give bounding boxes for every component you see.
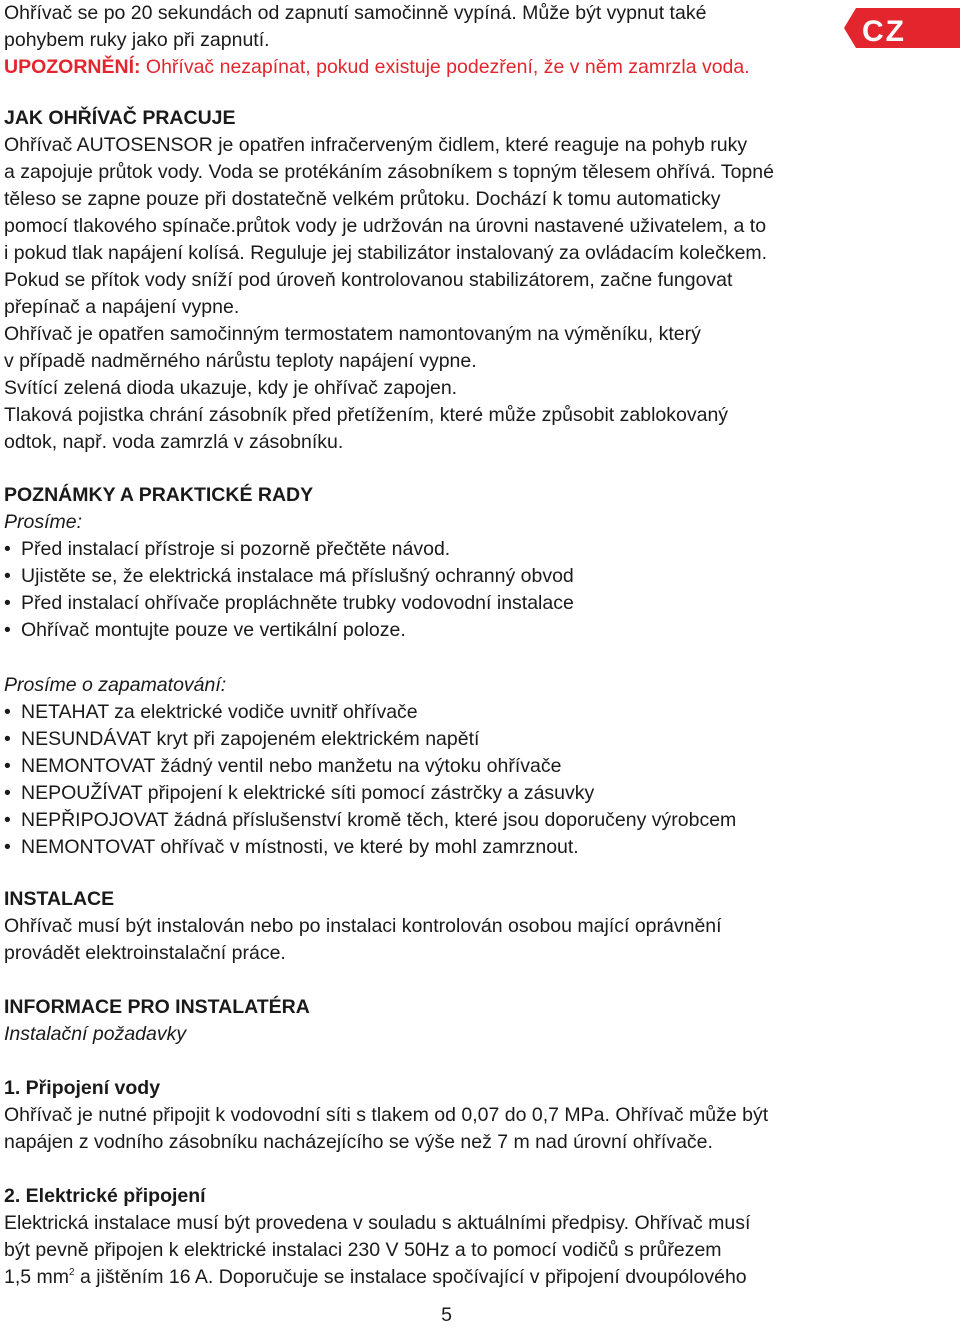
body-line: Ohřívač musí být instalován nebo po instalaci kontrolován osobou mající oprávnění bbox=[4, 915, 722, 937]
subheading: Instalační požadavky bbox=[4, 1023, 187, 1045]
list-item: • NETAHAT za elektrické vodiče uvnitř ohřívače bbox=[4, 699, 904, 726]
list-item: • NESUNDÁVAT kryt při zapojeném elektrickém napětí bbox=[4, 726, 904, 753]
body-line: Ohřívač je opatřen samočinným termostatem namontovaným na výměníku, který bbox=[4, 323, 701, 345]
body-line: provádět elektroinstalační práce. bbox=[4, 942, 286, 964]
how-it-works-section bbox=[4, 105, 904, 456]
electric-connection-section bbox=[4, 1183, 904, 1291]
body-line: i pokud tlak napájení kolísá. Reguluje jej stabilizátor instalovaný za ovládacím kolečkem. bbox=[4, 242, 768, 264]
remember-section bbox=[4, 672, 904, 861]
subheading: Prosíme: bbox=[4, 511, 83, 533]
body-line: být pevně připojen k elektrické instalaci 230 V 50Hz a to pomocí vodičů s průřezem bbox=[4, 1239, 722, 1261]
body-text: a jištěním 16 A. Doporučuje se instalace spočívající v připojení dvoupólového bbox=[74, 1266, 747, 1288]
body-line: a zapojuje průtok vody. Voda se protékáním zásobníkem s topným tělesem ohřívá. Topné bbox=[4, 161, 774, 183]
body-line: Elektrická instalace musí být provedena v souladu s aktuálními předpisy. Ohřívač musí bbox=[4, 1212, 751, 1234]
section-heading: JAK OHŘÍVAČ PRACUJE bbox=[4, 107, 236, 129]
notes-section bbox=[4, 482, 904, 644]
badge-label: CZ bbox=[862, 15, 906, 48]
intro-line: Ohřívač se po 20 sekundách od zapnutí samočinně vypíná. Může být vypnut také bbox=[4, 2, 707, 24]
list-item: • NEPŘIPOJOVAT žádná příslušenství kromě těch, které jsou doporučeny výrobcem bbox=[4, 807, 904, 834]
list-item: • NEMONTOVAT žádný ventil nebo manžetu na výtoku ohřívače bbox=[4, 753, 904, 780]
please-list bbox=[4, 536, 904, 644]
body-line: Svítící zelená dioda ukazuje, kdy je ohřívač zapojen. bbox=[4, 377, 458, 399]
page-number: 5 bbox=[441, 1304, 452, 1326]
body-line: Ohřívač je nutné připojit k vodovodní síti s tlakem od 0,07 do 0,7 MPa. Ohřívač může být bbox=[4, 1104, 769, 1126]
body-line: těleso se zapne pouze při dostatečně velkém průtoku. Dochází k tomu automaticky bbox=[4, 188, 721, 210]
section-heading: 2. Elektrické připojení bbox=[4, 1185, 206, 1207]
superscript: 2 bbox=[69, 1267, 75, 1278]
section-heading: INFORMACE PRO INSTALATÉRA bbox=[4, 996, 310, 1018]
body-line: odtok, např. voda zamrzlá v zásobníku. bbox=[4, 431, 344, 453]
list-item: • Před instalací ohřívače propláchněte trubky vodovodní instalace bbox=[4, 590, 904, 617]
body-line: Ohřívač AUTOSENSOR je opatřen infračerveným čidlem, které reaguje na pohyb ruky bbox=[4, 134, 748, 156]
list-item: • Ujistěte se, že elektrická instalace má příslušný ochranný obvod bbox=[4, 563, 904, 590]
body-line: přepínač a napájení vypne. bbox=[4, 296, 240, 318]
section-heading: POZNÁMKY A PRAKTICKÉ RADY bbox=[4, 484, 314, 506]
body-line: v případě nadměrného nárůstu teploty napájení vypne. bbox=[4, 350, 477, 372]
warning-text: Ohřívač nezapínat, pokud existuje podezření, že v něm zamrzla voda. bbox=[140, 56, 750, 78]
list-item: • NEPOUŽÍVAT připojení k elektrické síti pomocí zástrčky a zásuvky bbox=[4, 780, 904, 807]
installation-section bbox=[4, 886, 904, 967]
subheading: Prosíme o zapamatování: bbox=[4, 674, 227, 696]
warning-line bbox=[4, 54, 904, 81]
section-heading: INSTALACE bbox=[4, 888, 115, 910]
water-connection-section bbox=[4, 1075, 904, 1156]
section-heading: 1. Připojení vody bbox=[4, 1077, 161, 1099]
list-item: • Ohřívač montujte pouze ve vertikální poloze. bbox=[4, 617, 904, 644]
body-line: Tlaková pojistka chrání zásobník před přetížením, které může způsobit zablokovaný bbox=[4, 404, 729, 426]
cross-section-value: 1,5 mm bbox=[4, 1266, 70, 1288]
body-line: napájen z vodního zásobníku nacházejícího se výše než 7 m nad úrovní ohřívače. bbox=[4, 1131, 713, 1153]
installer-section bbox=[4, 994, 904, 1048]
intro-section bbox=[4, 0, 904, 81]
body-line: pomocí tlakového spínače.průtok vody je udržován na úrovni nastavené uživatelem, a to bbox=[4, 215, 767, 237]
remember-list bbox=[4, 699, 904, 861]
list-item: • Před instalací přístroje si pozorně přečtěte návod. bbox=[4, 536, 904, 563]
body-line: Pokud se přítok vody sníží pod úroveň kontrolovanou stabilizátorem, začne fungovat bbox=[4, 269, 733, 291]
intro-line: pohybem ruky jako při zapnutí. bbox=[4, 29, 270, 51]
body-line bbox=[4, 1264, 904, 1291]
warning-label: UPOZORNĚNÍ: bbox=[4, 56, 141, 78]
list-item: • NEMONTOVAT ohřívač v místnosti, ve které by mohl zamrznout. bbox=[4, 834, 904, 861]
